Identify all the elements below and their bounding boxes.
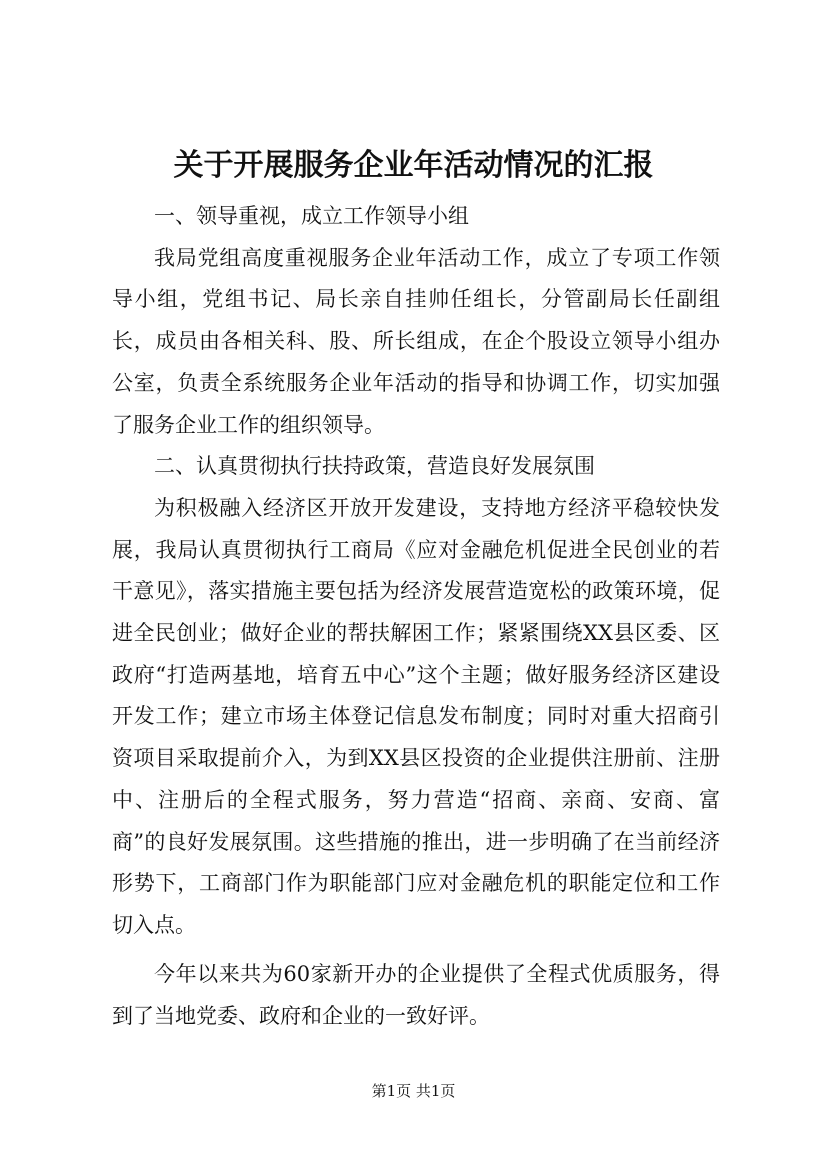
section-heading-1: 一、领导重视，成立工作领导小组 [154, 204, 469, 228]
paragraph-1: 我局党组高度重视服务企业年活动工作，成立了专项工作领导小组，党组书记、局长亲自挂帅任组长，分管副局长任副组长，成员由各相关科、股、所长组成，在企个股设立领导小组办公室，负责全系统服务企业年活动的指导和协调工作，切实加强了服务企业工作的组织领导。 [112, 245, 720, 437]
page-footer: 第1页 共1页 [371, 1082, 456, 1100]
paragraph-3: 今年以来共为60家新开办的企业提供了全程式优质服务，得到了当地党委、政府和企业的一致好评。 [112, 962, 720, 1028]
document-body [112, 196, 720, 1037]
document-title: 关于开展服务企业年活动情况的汇报 [173, 148, 654, 183]
section-heading-2: 二、认真贯彻执行扶持政策，营造良好发展氛围 [154, 454, 595, 479]
paragraph-2: 为积极融入经济区开放开发建设，支持地方经济平稳较快发展，我局认真贯彻执行工商局《应对金融危机促进全民创业的若干意见》，落实措施主要包括为经济发展营造宽松的政策环境，促进全民创业；做好企业的帮扶解困工作；紧紧围绕XX县区委、区政府“打造两基地，培育五中心”这个主题；做好服务经济区建设开发工作；建立市场主体登记信息发布制度；同时对重大招商引资项目采取提前介入，为到XX县区投资的企业提供注册前、注册中、注册后的全程式服务，努力营造“招商、亲商、安商、富商”的良好发展氛围。这些措施的推出，进一步明确了在当前经济形势下，工商部门作为职能部门应对金融危机的职能定位和工作切入点。 [112, 495, 720, 937]
